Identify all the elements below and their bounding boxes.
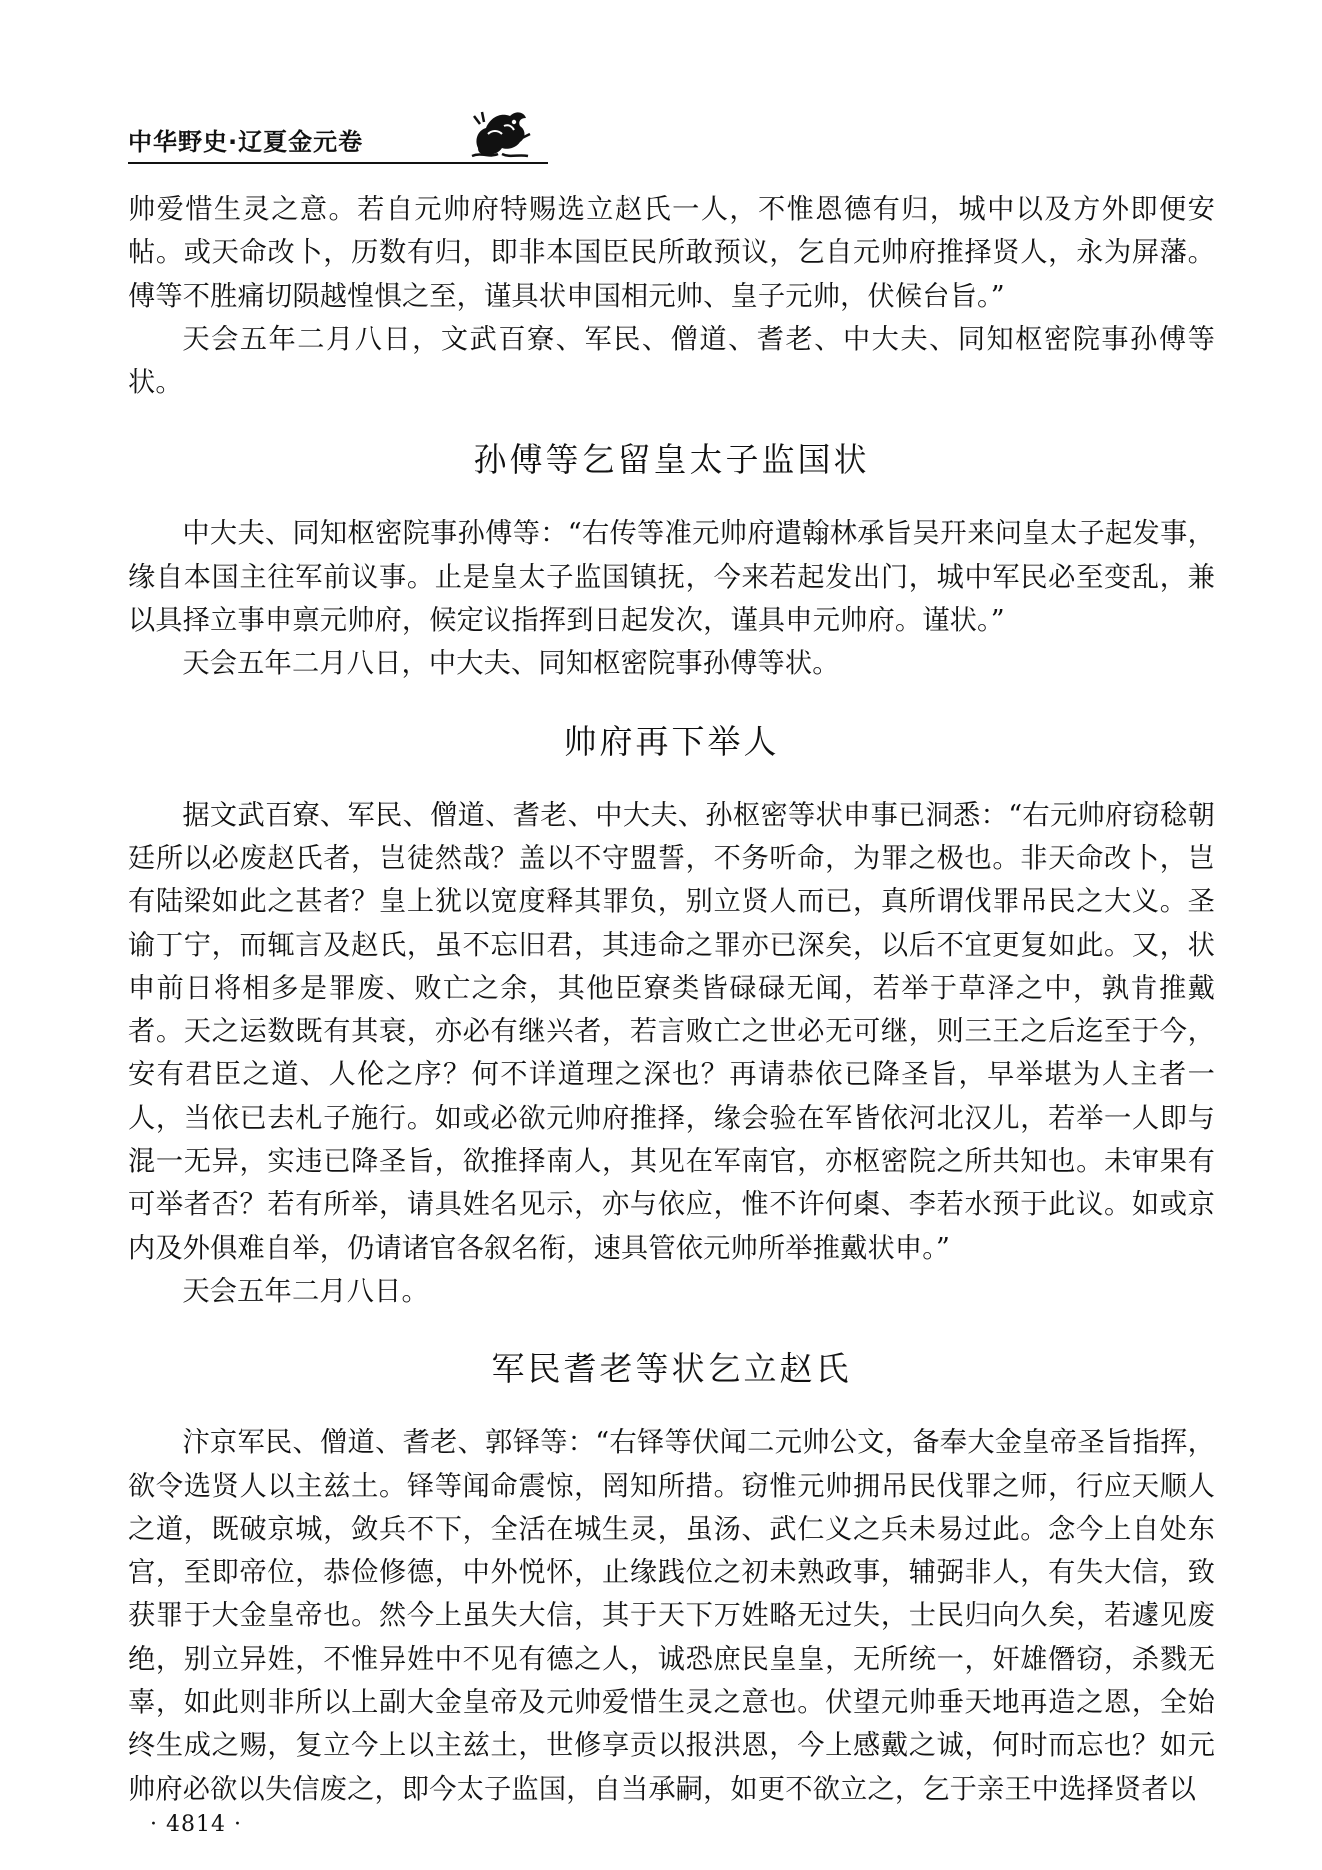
section-title: 帅府再下举人 — [563, 721, 780, 761]
paragraph: 天会五年二月八日，中大夫、同知枢密院事孙傅等状。 — [182, 648, 840, 680]
paragraph: 中大夫、同知枢密院事孙傅等：“右传等准元帅府遣翰林承旨吴幵来问皇太子起发事，缘自本国主往军前议事。止是皇太子监国镇抚，今来若起发出门，城中军民必至变乱，兼以具择立事申禀元帅府，候定议指挥到日起发次，谨具申元帅府。谨状。” — [128, 518, 1215, 637]
header-rule — [128, 162, 548, 164]
section-title: 军民耆老等状乞立赵氏 — [491, 1349, 852, 1389]
running-title: 中华野史·辽夏金元卷 — [128, 128, 364, 156]
page-number: · 4814 · — [150, 1812, 242, 1837]
paragraph: 天会五年二月八日，文武百寮、军民、僧道、耆老、中大夫、同知枢密院事孙傅等状。 — [128, 323, 1215, 399]
section-title: 孙傅等乞留皇太子监国状 — [473, 440, 870, 480]
running-head — [128, 118, 548, 164]
paragraph: 汴京军民、僧道、耆老、郭铎等：“右铎等伏闻二元帅公文，备奉大金皇帝圣旨指挥，欲令选贤人以主兹土。铎等闻命震惊，罔知所措。窃惟元帅拥吊民伐罪之师，行应天顺人之道，既破京城，敛兵不下，全活在城生灵，虽汤、武仁义之兵未易过此。念今上自处东宫，至即帝位，恭俭修德，中外悦怀，止缘践位之初未熟政事，辅弼非人，有失大信，致获罪于大金皇帝也。然今上虽失大信，其于天下万姓略无过失，士民归向久矣，若遽见废绝，别立异姓，不惟异姓中不见有德之人，诚恐庶民皇皇，无所统一，奸雄僭窃，杀戮无辜，如此则非所以上副大金皇帝及元帅爱惜生灵之意也。伏望元帅垂天地再造之恩，全始终生成之赐，复立今上以主兹土，世修享贡以报洪恩，今上感戴之诚，何时而忘也？如元帅府必欲以失信废之，即今太子监国，自当承嗣，如更不欲立之，乞于亲王中选择贤者以 — [128, 1427, 1215, 1805]
dragon-emblem-icon — [468, 104, 534, 164]
paragraph: 天会五年二月八日。 — [182, 1275, 429, 1307]
paragraph: 帅爱惜生灵之意。若自元帅府特赐选立赵氏一人，不惟恩德有归，城中以及方外即便安帖。或天命改卜，历数有归，即非本国臣民所敢预议，乞自元帅府推择贤人，永为屏藩。傅等不胜痛切陨越惶惧之至，谨具状申国相元帅、皇子元帅，伏候台旨。” — [128, 194, 1215, 312]
page-body — [128, 188, 1215, 1811]
paragraph: 据文武百寮、军民、僧道、耆老、中大夫、孙枢密等状申事已洞悉：“右元帅府窃稔朝廷所以必废赵氏者，岂徒然哉？盖以不守盟誓，不务听命，为罪之极也。非天命改卜，岂有陆梁如此之甚者？皇上犹以宽度释其罪负，别立贤人而已，真所谓伐罪吊民之大义。圣谕丁宁，而辄言及赵氏，虽不忘旧君，其违命之罪亦已深矣，以后不宜更复如此。又，状申前日将相多是罪废、败亡之余，其他臣寮类皆碌碌无闻，若举于草泽之中，孰肯推戴者。天之运数既有其衰，亦必有继兴者，若言败亡之世必无可继，则三王之后迄至于今，安有君臣之道、人伦之序？何不详道理之深也？再请恭依已降圣旨，早举堪为人主者一人，当依已去札子施行。如或必欲元帅府推择，缘会验在军皆依河北汉儿，若举一人即与混一无异，实违已降圣旨，欲推择南人，其见在军南官，亦枢密院之所共知也。未审果有可举者否？若有所举，请具姓名见示，亦与依应，惟不许何㮚、李若水预于此议。如或京内及外俱难自举，仍请诸官各叙名衔，速具管依元帅所举推戴状申。” — [128, 799, 1215, 1264]
